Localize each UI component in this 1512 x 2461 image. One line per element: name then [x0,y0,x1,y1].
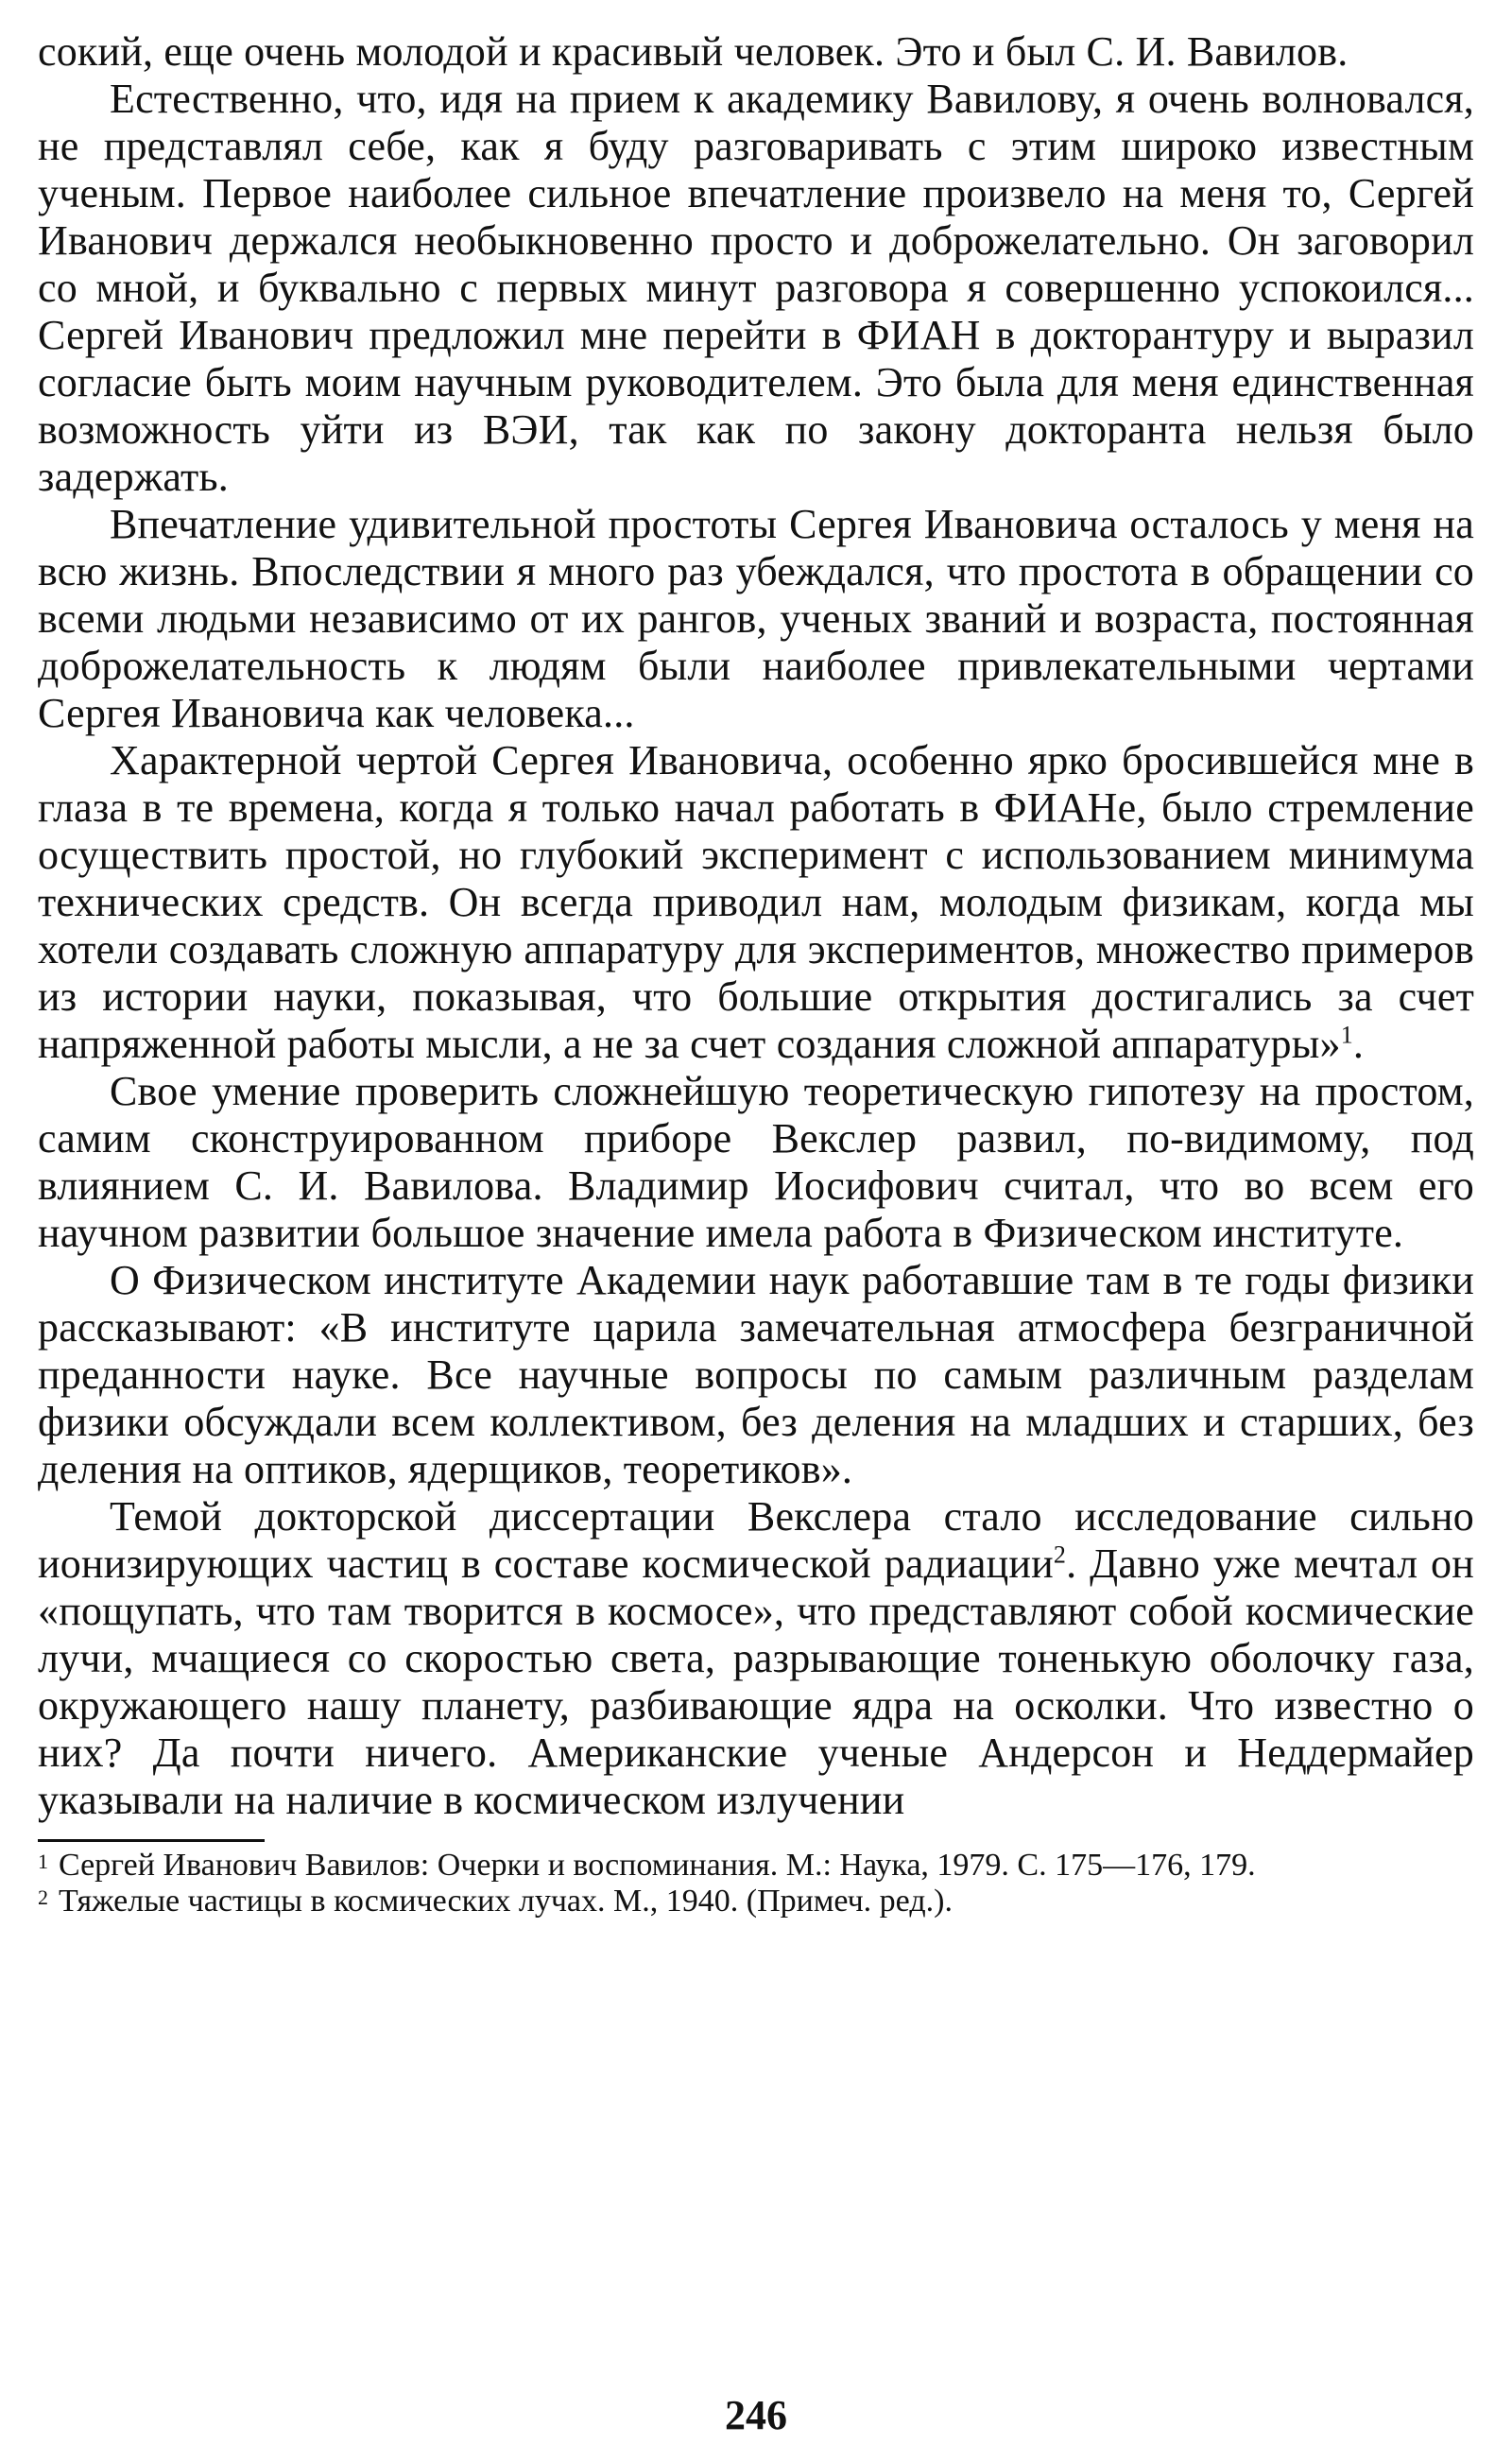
footnote-1-text: Сергей Иванович Вавилов: Очерки и воспоминания. М.: Наука, 1979. С. 175—176, 179. [59,1848,1256,1883]
paragraph-2-text: Естественно, что, идя на прием к академику Вавилову, я очень волновался, не представлял себе, как я буду разговаривать с этим широко известным ученым. Первое наиболее сильное впечатление произвело на меня то, Сергей Иванович держался необыкновенно просто и доброжелательно. Он заговорил со мной, и буквально с первых минут разговора я совершенно успокоился... Сергей Иванович предложил мне перейти в ФИАН в докторантуру и выразил согласие быть моим научным руководителем. Это была для меня единственная возможность уйти из ВЭИ, так как по закону докторанта нельзя было задержать. [38,76,1474,500]
paragraph-1-text: сокий, еще очень молодой и красивый человек. Это и был С. И. Вавилов. [38,28,1349,75]
paragraph-5 [38,1068,1474,1257]
paragraph-6-text: О Физическом институте Академии наук работавшие там в те годы физики рассказывают: «В институте царила замечательная атмосфера безграничной преданности науке. Все научные вопросы по самым различным разделам физики обсуждали всем коллективом, без деления на младших и старших, без деления на оптиков, ядерщиков, теоретиков». [38,1257,1474,1492]
main-text [38,28,1474,1824]
footnote-2 [38,1884,1474,1919]
footnote-divider [38,1839,265,1842]
paragraph-7: Темой докторской диссертации Векслера стало исследование сильно ионизирующих частиц в составе космической радиации$^2$. Давно уже мечтал он «пощупать, что там творится в космосе», что представляют собой космические лучи, мчащиеся со скоростью света, разрывающие тоненькую оболочку газа, окружающего нашу планету, разбивающие ядра на осколки. Что известно о них? Да почти ничего. Американские ученые Андерсон и Неддермайер указывали на наличие в космическом излучении [38,1493,1474,1823]
footnote-2-text: Тяжелые частицы в космических лучах. М., 1940. (Примеч. ред.). [59,1884,953,1919]
paragraph-6 [38,1257,1474,1493]
paragraph-4-text: Характерной чертой Сергея Ивановича, особенно ярко бросившейся мне в глаза в те времена, когда я только начал работать в ФИАНе, было стремление осуществить простой, но глубокий эксперимент с использованием минимума технических средств. Он всегда приводил нам, молодым физикам, когда мы хотели создавать сложную аппаратуру для экспериментов, множество примеров из истории науки, показывая, что большие открытия достигались за счет напряженной работы мысли, а не за счет создания сложной аппаратуры» [38,737,1474,1067]
footnote-2-mark: 2 [38,1885,48,1909]
paragraph-3-text: Впечатление удивительной простоты Сергея Ивановича осталось у меня на всю жизнь. Впоследствии я много раз убеждался, что простота в обращении со всеми людьми независимо от их рангов, ученых званий и возраста, постоянная доброжелательность к людям были наиболее привлекательными чертами Сергея Ивановича как человека... [38,501,1474,736]
footnote-1 [38,1848,1474,1884]
book-page [38,28,1474,1919]
footnote-1-mark: 1 [38,1850,48,1873]
paragraph-5-text: Свое умение проверить сложнейшую теоретическую гипотезу на простом, самим сконструированном приборе Векслер развил, по-видимому, под влиянием С. И. Вавилова. Владимир Иосифович считал, что во всем его научном развитии большое значение имела работа в Физическом институте. [38,1068,1474,1256]
footnote-ref-1: 1 [1340,1021,1353,1049]
paragraph-3 [38,501,1474,737]
paragraph-7-text: Темой докторской диссертации Векслера стало исследование сильно ионизирующих частиц в составе космической радиации [38,1493,1474,1587]
page-number: 246 [725,2392,787,2438]
footnotes [38,1848,1474,1919]
paragraph-4: Характерной чертой Сергея Ивановича, особенно ярко бросившейся мне в глаза в те времена, когда я только начал работать в ФИАНе, было стремление осуществить простой, но глубокий эксперимент с использованием минимума технических средств. Он всегда приводил нам, молодым физикам, когда мы хотели создавать сложную аппаратуру для экспериментов, множество примеров из истории науки, показывая, что большие открытия достигались за счет напряженной работы мысли, а не за счет создания сложной аппаратуры»$^1$. [38,737,1474,1067]
paragraph-7-continuation: Давно уже мечтал он «пощупать, что там творится в космосе», что представляют собой космические лучи, мчащиеся со скоростью света, разрывающие тоненькую оболочку газа, окружающего нашу планету, разбивающие ядра на осколки. Что известно о них? Да почти ничего. Американские ученые Андерсон и Неддермайер указывали на наличие в космическом излучении [38,1540,1474,1823]
paragraph-1 [38,28,1474,76]
paragraph-2 [38,76,1474,501]
footnote-ref-2: 2 [1053,1540,1067,1569]
